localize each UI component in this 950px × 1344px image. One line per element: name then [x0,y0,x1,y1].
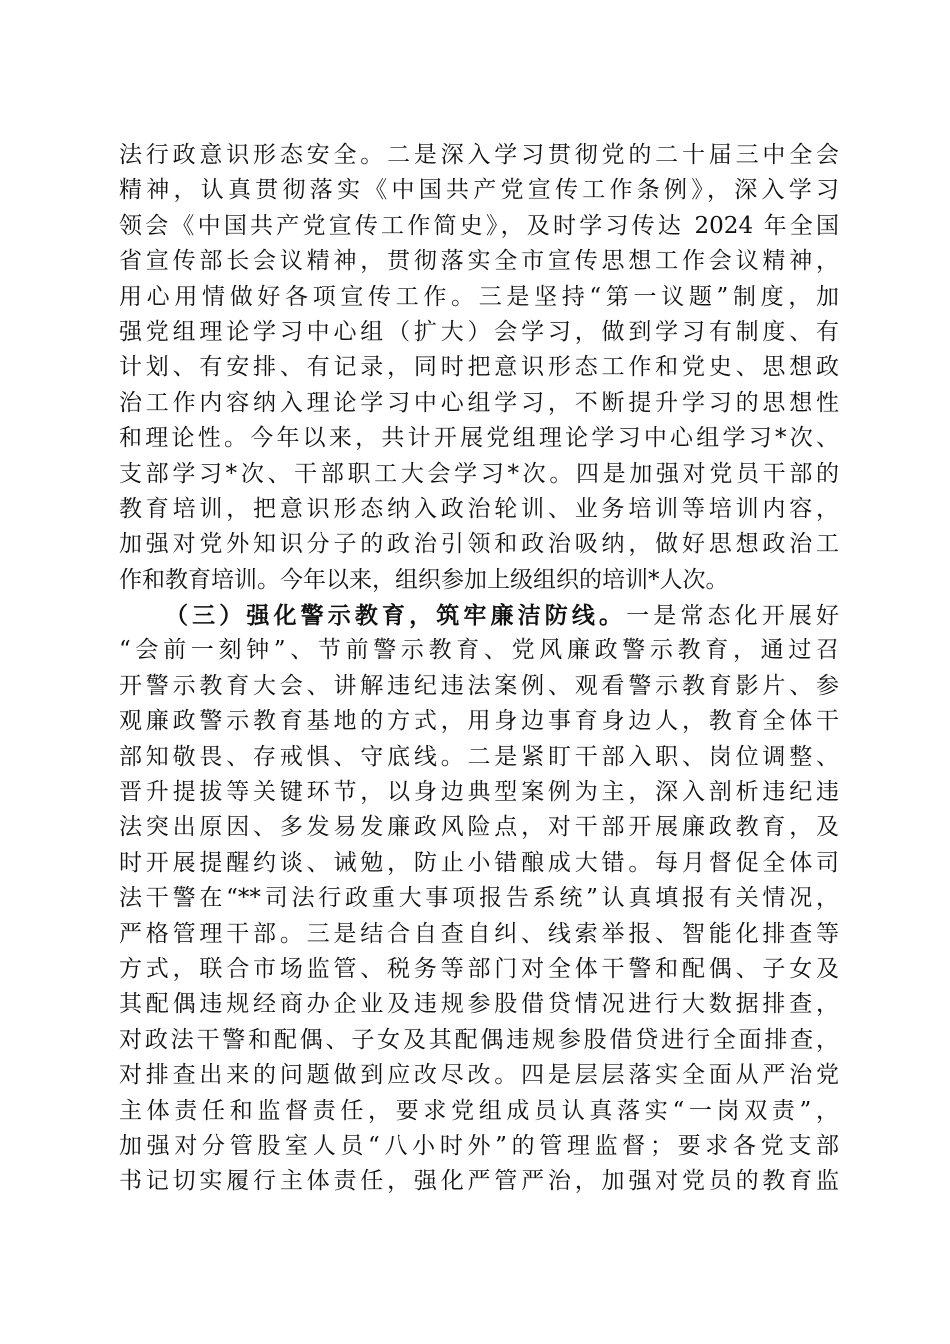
text-line: 支部学习*次、干部职工大会学习*次。四是加强对党员干部的 [119,460,839,487]
text-line: “会前一刻钟”、节前警示教育、党风廉政警示教育，通过召 [119,637,839,664]
text-line: 方式，联合市场监管、税务等部门对全体干警和配偶、子女及 [119,955,839,982]
text-line: 观廉政警示教育基地的方式，用身边事育身边人，教育全体干 [119,708,839,735]
text-line: 计划、有安排、有记录，同时把意识形态工作和党史、思想政 [119,354,839,381]
body-text [119,138,839,1200]
text-line: 法干警在“**司法行政重大事项报告系统”认真填报有关情况， [119,885,839,912]
text-line: 其配偶违规经商办企业及违规参股借贷情况进行大数据排查， [119,991,839,1018]
text-line: 时开展提醒约谈、诫勉，防止小错酿成大错。每月督促全体司 [119,849,839,876]
section-heading: （三）强化警示教育，筑牢廉洁防线。 [165,602,627,630]
text-line: 加强对分管股室人员“八小时外”的管理监督；要求各党支部 [119,1132,839,1159]
text-line: 省宣传部长会议精神，贯彻落实全市宣传思想工作会议精神， [119,248,839,275]
text-line: 教育培训，把意识形态纳入政治轮训、业务培训等培训内容， [119,495,839,522]
text-line: 法行政意识形态安全。二是深入学习贯彻党的二十届三中全会 [119,142,839,168]
text-line: 部知敬畏、存戒惧、守底线。二是紧盯干部入职、岗位调整、 [119,743,839,770]
text-line: 开警示教育大会、讲解违纪违法案例、观看警示教育影片、参 [119,672,839,699]
text-line: 书记切实履行主体责任，强化严管严治，加强对党员的教育监 [119,1168,839,1195]
text-line: 领会《中国共产党宣传工作简史》，及时学习传达 2024 年全国 [119,212,839,239]
section-heading-rest: 一是常态化开展好 [626,603,839,630]
text-line: 法突出原因、多发易发廉政风险点，对干部开展廉政教育，及 [119,814,839,841]
text-line: 强党组理论学习中心组（扩大）会学习，做到学习有制度、有 [119,318,839,345]
text-line: 精神，认真贯彻落实《中国共产党宣传工作条例》，深入学习 [119,177,839,204]
section-heading-line [119,598,839,633]
text-line: 治工作内容纳入理论学习中心组学习，不断提升学习的思想性 [119,389,839,416]
text-line: 对政法干警和配偶、子女及其配偶违规参股借贷进行全面排查， [119,1026,839,1053]
text-line: 作和教育培训。今年以来，组织参加上级组织的培训*人次。 [119,566,729,593]
text-line: 用心用情做好各项宣传工作。三是坚持“第一议题”制度，加 [119,283,839,310]
text-line: 和理论性。今年以来，共计开展党组理论学习中心组学习*次、 [119,425,839,452]
text-line: 严格管理干部。三是结合自查自纠、线索举报、智能化排查等 [119,920,839,947]
text-line: 晋升提拔等关键环节，以身边典型案例为主，深入剖析违纪违 [119,779,839,806]
text-line: 对排查出来的问题做到应改尽改。四是层层落实全面从严治党 [119,1062,839,1089]
text-line: 加强对党外知识分子的政治引领和政治吸纳，做好思想政治工 [119,531,839,558]
text-line: 主体责任和监督责任，要求党组成员认真落实“一岗双责”， [119,1097,839,1124]
